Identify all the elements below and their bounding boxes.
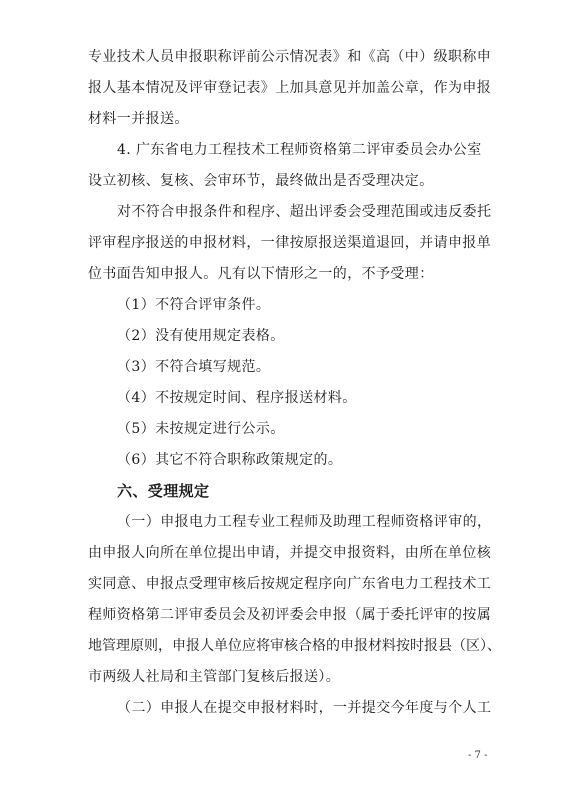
list-item: （5）未按规定进行公示。 [117,421,285,437]
text-line: 由申报人向所在单位提出申请，并提交申报资料，由所在单位核 [88,545,492,561]
text-line: （二）申报人在提交申报材料时，一并提交今年度与个人工 [117,700,492,716]
text-line: 位书面告知申报人。凡有以下情形之一的，不予受理： [88,266,434,282]
list-item: （2）没有使用规定表格。 [117,328,285,344]
text-line: 市两级人社局和主管部门复核后报送）。 [88,669,341,685]
list-item: （1）不符合评审条件。 [117,297,271,313]
text-line: 报人基本情况及评审登记表》上加具意见并加盖公章，作为申报 [88,80,492,96]
text-line: 地管理原则，申报人单位应将审核合格的申报材料按时报县（区）、 [88,638,501,654]
page-number: - 7 - [468,750,488,761]
list-item: （6）其它不符合职称政策规定的。 [117,452,343,468]
list-item: （4）不按规定时间、程序报送材料。 [117,390,357,406]
text-line: 4. 广东省电力工程技术工程师资格第二评审委员会办公室 [117,142,482,158]
section-heading: 六、受理规定 [117,482,210,500]
text-line: 对不符合申报条件和程序、超出评委会受理范围或违反委托 [117,204,492,220]
text-line: （一）申报电力工程专业工程师及助理工程师资格评审的， [117,514,492,530]
text-line: 设立初核、复核、会审环节，最终做出是否受理决定。 [88,173,434,189]
text-line: 程师资格第二评审委员会及初评委会申报（属于委托评审的按属 [88,607,492,623]
text-line: 评审程序报送的申报材料，一律按原报送渠道退回，并请申报单 [88,235,492,251]
text-line: 材料一并报送。 [88,111,189,127]
text-line: 实同意、申报点受理审核后按规定程序向广东省电力工程技术工 [88,576,492,592]
text-line: 专业技术人员申报职称评前公示情况表》和《高（中）级职称申 [88,49,492,65]
list-item: （3）不符合填写规范。 [117,359,271,375]
